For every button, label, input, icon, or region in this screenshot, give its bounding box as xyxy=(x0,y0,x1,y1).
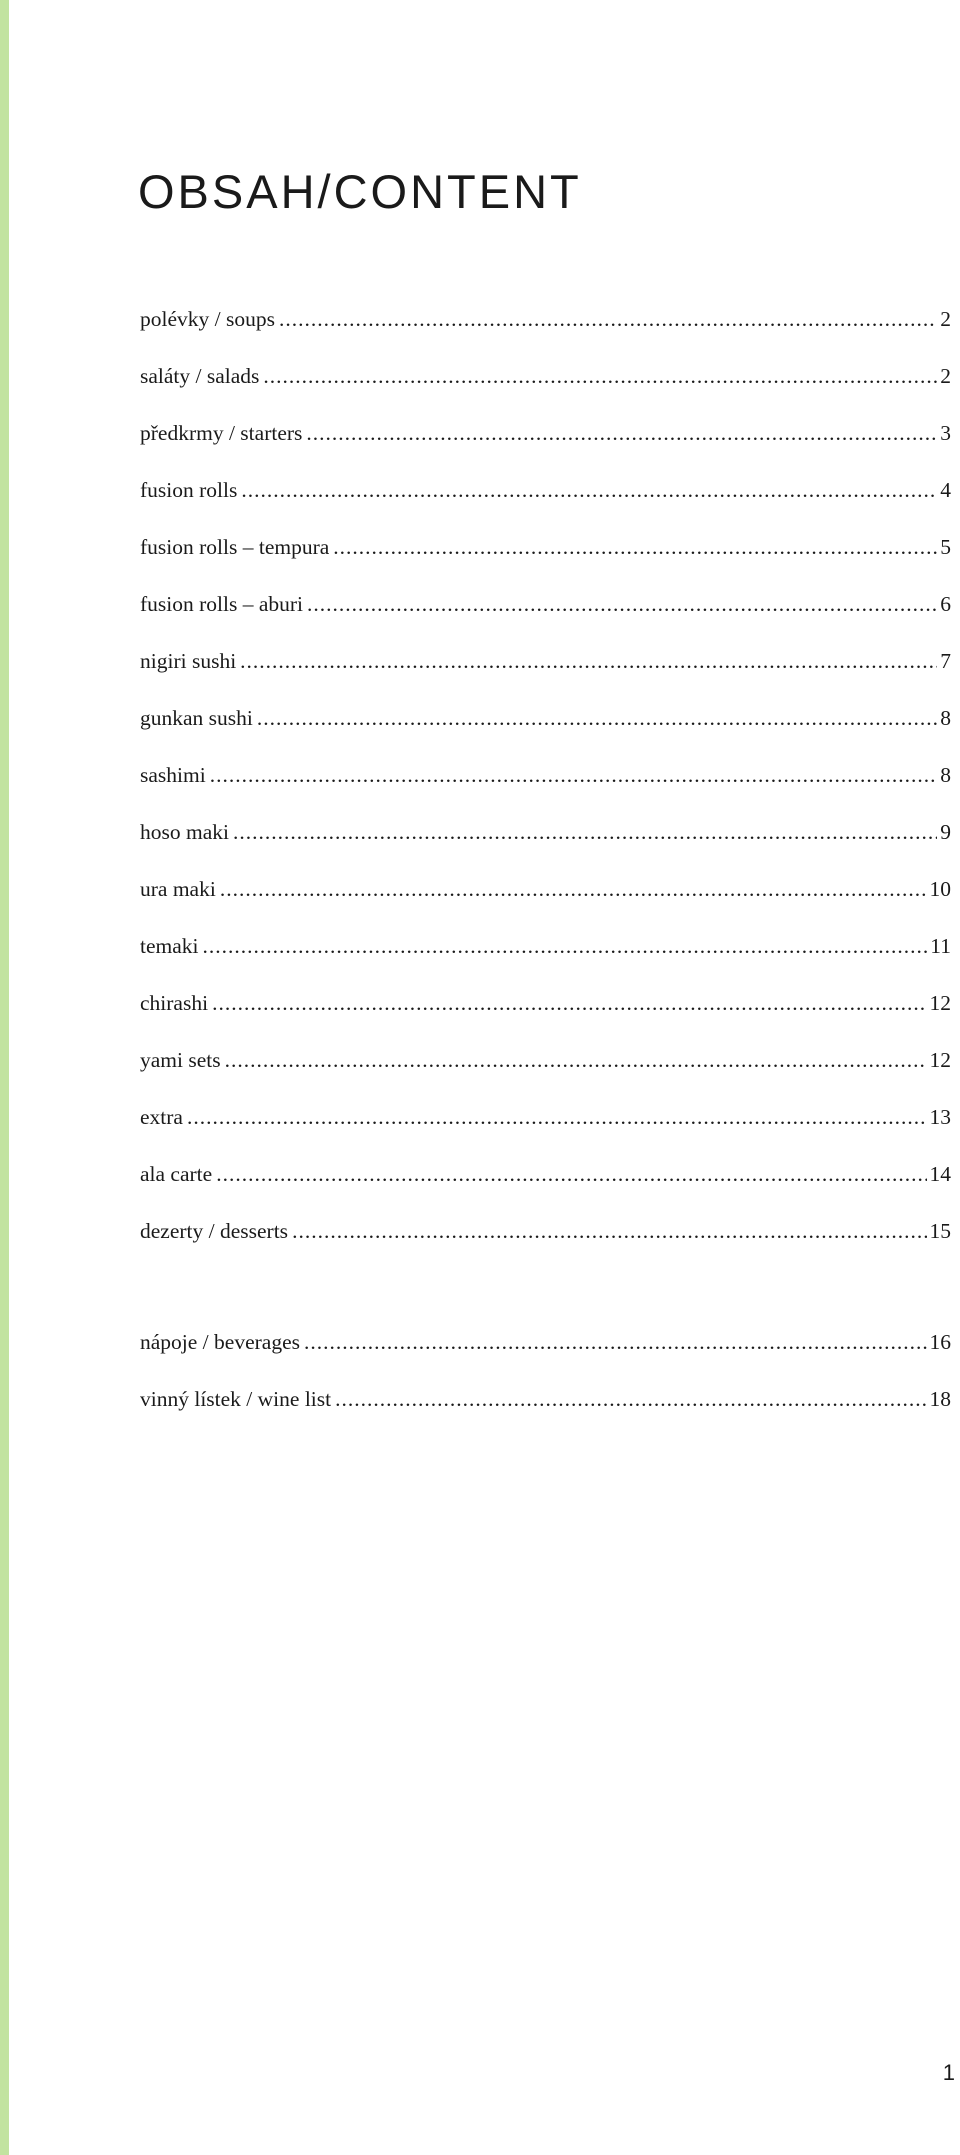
toc-entry[interactable] xyxy=(140,1332,951,1389)
toc-entry-page: 14 xyxy=(929,1162,951,1186)
toc-dot-leader xyxy=(304,1332,927,1354)
toc-entry-label: fusion rolls – aburi xyxy=(140,592,304,616)
toc-entry-page: 5 xyxy=(940,535,951,559)
toc-entry[interactable] xyxy=(140,366,951,423)
accent-bar xyxy=(0,0,9,2155)
toc-dot-leader xyxy=(257,708,937,730)
toc-entry-page: 8 xyxy=(940,706,951,730)
toc-entry[interactable] xyxy=(140,708,951,765)
toc-entry-label: sashimi xyxy=(140,763,206,787)
toc-dot-leader xyxy=(263,366,937,388)
toc-dot-leader xyxy=(292,1221,926,1243)
toc-entry-page: 18 xyxy=(929,1387,951,1411)
toc-entry-label: nápoje / beverages xyxy=(140,1330,300,1354)
toc-entry-page: 2 xyxy=(940,307,951,331)
toc-entry[interactable] xyxy=(140,651,951,708)
toc-group xyxy=(140,1332,951,1446)
toc-entry[interactable] xyxy=(140,993,951,1050)
toc-entry[interactable] xyxy=(140,1107,951,1164)
toc-entry[interactable] xyxy=(140,537,951,594)
toc-entry-label: hoso maki xyxy=(140,820,229,844)
toc-entry-label: chirashi xyxy=(140,991,209,1015)
table-of-contents xyxy=(140,309,951,1446)
toc-entry-label: ala carte xyxy=(140,1162,213,1186)
toc-dot-leader xyxy=(187,1107,927,1129)
toc-entry[interactable] xyxy=(140,1164,951,1221)
toc-entry[interactable] xyxy=(140,822,951,879)
toc-entry-page: 12 xyxy=(929,1048,951,1072)
toc-entry-page: 6 xyxy=(940,592,951,616)
toc-entry-label: fusion rolls xyxy=(140,478,238,502)
toc-group xyxy=(140,309,951,1278)
toc-dot-leader xyxy=(212,993,926,1015)
toc-dot-leader xyxy=(203,936,928,958)
toc-entry[interactable] xyxy=(140,936,951,993)
toc-entry-label: temaki xyxy=(140,934,199,958)
toc-entry[interactable] xyxy=(140,1389,951,1446)
toc-dot-leader xyxy=(333,537,937,559)
toc-entry[interactable] xyxy=(140,594,951,651)
toc-entry[interactable] xyxy=(140,423,951,480)
toc-entry[interactable] xyxy=(140,1221,951,1278)
toc-entry[interactable] xyxy=(140,1050,951,1107)
toc-dot-leader xyxy=(220,879,927,901)
toc-entry[interactable] xyxy=(140,765,951,822)
toc-entry-label: yami sets xyxy=(140,1048,221,1072)
toc-entry-page: 8 xyxy=(940,763,951,787)
toc-dot-leader xyxy=(233,822,937,844)
toc-entry-label: nigiri sushi xyxy=(140,649,237,673)
toc-dot-leader xyxy=(225,1050,927,1072)
toc-entry-label: ura maki xyxy=(140,877,216,901)
toc-entry-label: gunkan sushi xyxy=(140,706,253,730)
toc-entry-label: fusion rolls – tempura xyxy=(140,535,330,559)
toc-entry-page: 2 xyxy=(940,364,951,388)
toc-entry-page: 4 xyxy=(940,478,951,502)
toc-entry-page: 3 xyxy=(940,421,951,445)
page-title: OBSAH/CONTENT xyxy=(138,165,582,218)
toc-entry-page: 15 xyxy=(929,1219,951,1243)
toc-dot-leader xyxy=(241,480,937,502)
toc-dot-leader xyxy=(307,594,937,616)
toc-entry-page: 10 xyxy=(929,877,951,901)
page-number: 1 xyxy=(942,2060,955,2085)
toc-entry-page: 16 xyxy=(929,1330,951,1354)
toc-entry-page: 13 xyxy=(929,1105,951,1129)
toc-dot-leader xyxy=(306,423,937,445)
toc-entry-label: vinný lístek / wine list xyxy=(140,1387,332,1411)
toc-entry-page: 11 xyxy=(930,934,951,958)
toc-dot-leader xyxy=(216,1164,926,1186)
toc-entry-page: 9 xyxy=(940,820,951,844)
toc-entry[interactable] xyxy=(140,480,951,537)
toc-entry-label: polévky / soups xyxy=(140,307,275,331)
toc-entry-label: dezerty / desserts xyxy=(140,1219,289,1243)
toc-entry-page: 7 xyxy=(940,649,951,673)
toc-entry[interactable] xyxy=(140,879,951,936)
toc-entry-label: saláty / salads xyxy=(140,364,260,388)
toc-entry[interactable] xyxy=(140,309,951,366)
toc-dot-leader xyxy=(279,309,937,331)
toc-dot-leader xyxy=(240,651,937,673)
toc-entry-page: 12 xyxy=(929,991,951,1015)
toc-entry-label: předkrmy / starters xyxy=(140,421,303,445)
toc-dot-leader xyxy=(335,1389,926,1411)
toc-entry-label: extra xyxy=(140,1105,183,1129)
toc-dot-leader xyxy=(210,765,938,787)
